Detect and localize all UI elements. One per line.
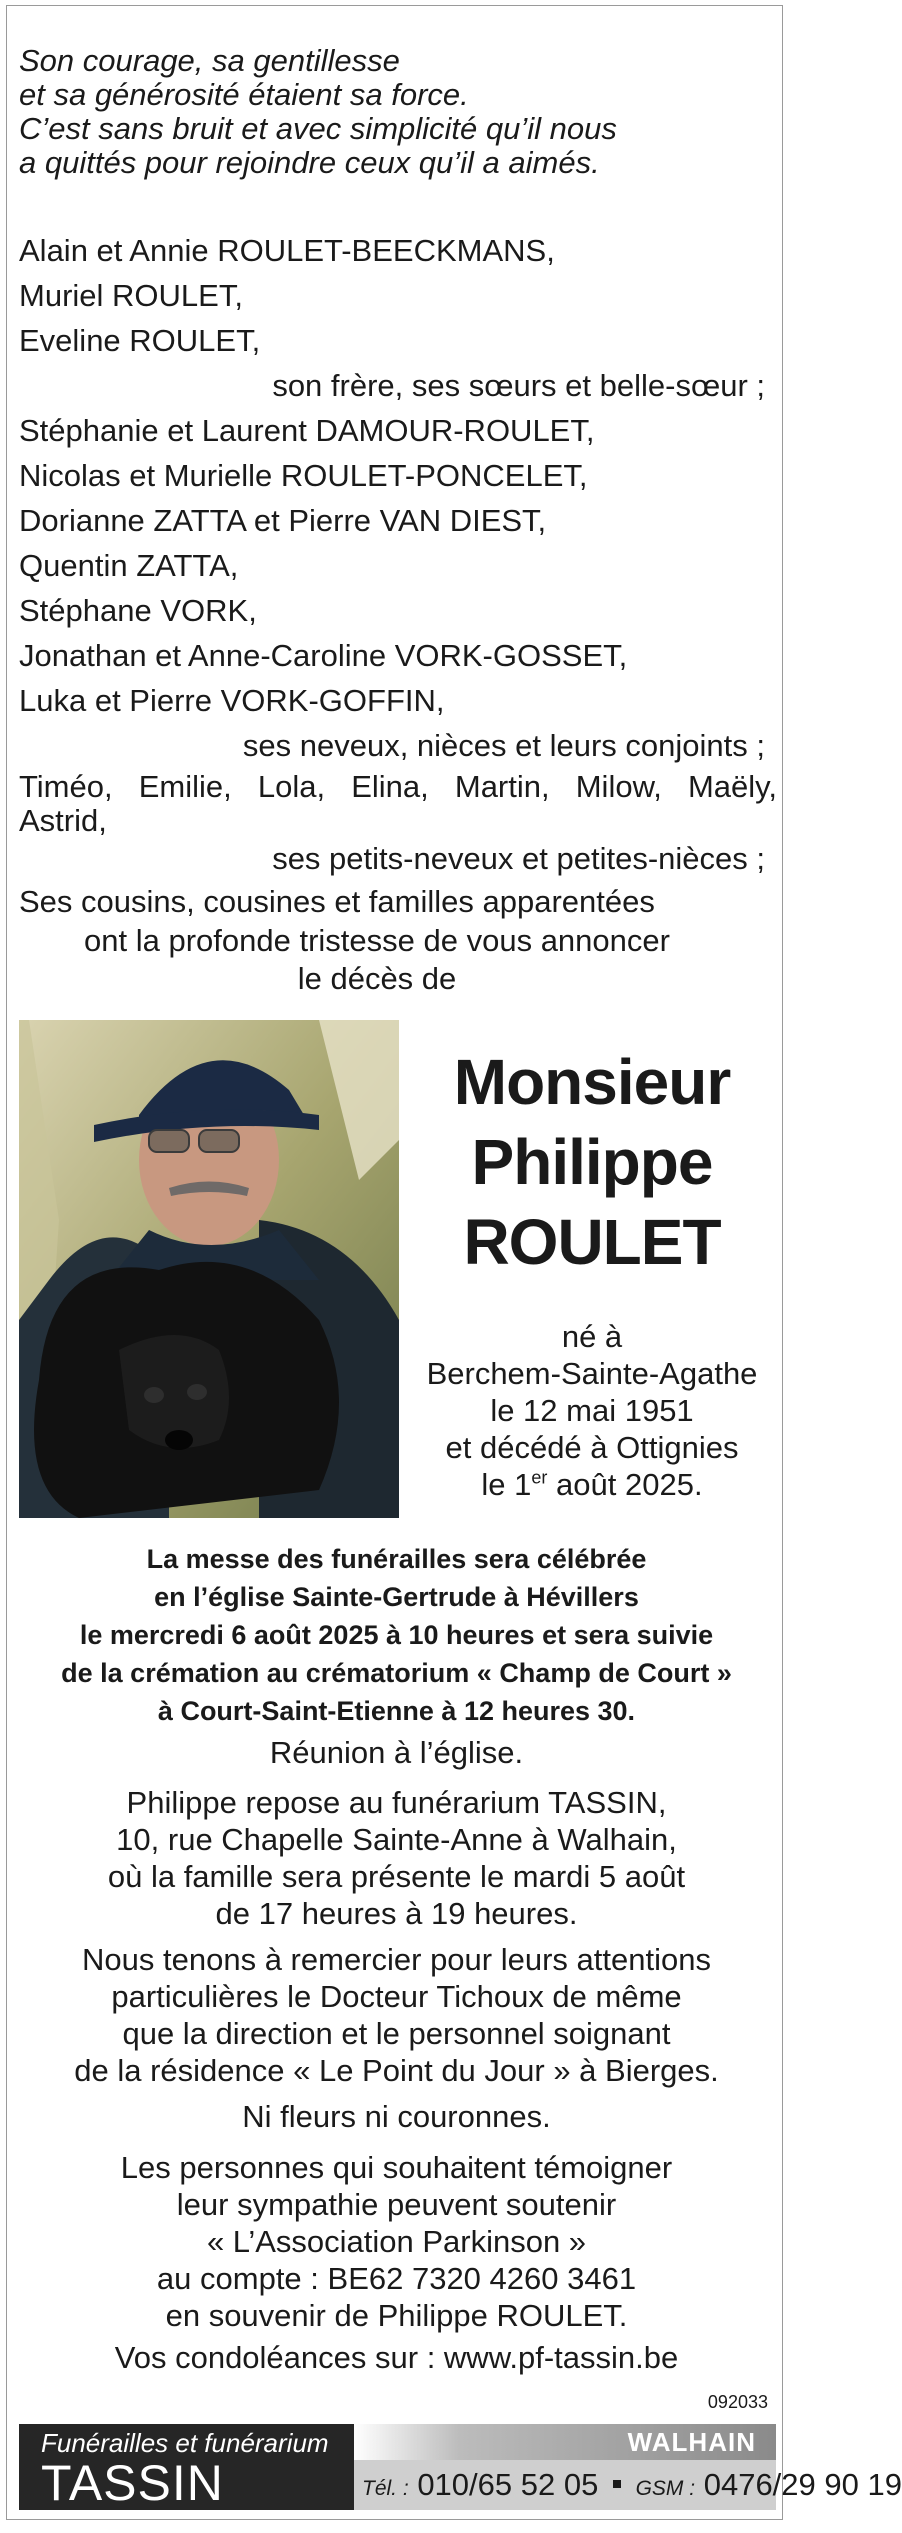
family-relation: ses petits-neveux et petites-nièces ; — [272, 841, 765, 876]
birthdate: le 12 mai 1951 — [490, 1393, 694, 1428]
name-last: ROULET — [463, 1206, 721, 1278]
name-title: Monsieur — [453, 1046, 731, 1118]
birthplace: Berchem-Sainte-Agathe — [426, 1356, 758, 1391]
donation-line: « L’Association Parkinson » — [206, 2224, 587, 2259]
repose-line: Philippe repose au funérarium TASSIN, — [126, 1785, 667, 1820]
thanks-line: particulières le Docteur Tichoux de même — [111, 1979, 682, 2014]
intro-line: et sa générosité étaient sa force. — [19, 77, 469, 112]
no-flowers-text: Ni fleurs ni couronnes. — [242, 2099, 551, 2134]
death-date-suffix: août 2025. — [547, 1467, 703, 1502]
funeral-line: de la crémation au crématorium « Champ de Court » — [61, 1658, 732, 1688]
family-member: Stéphane VORK, — [19, 593, 257, 628]
thanks-line: que la direction et le personnel soignant — [122, 2016, 671, 2051]
family-member: Timéo, Emilie, Lola, Elina, Martin, Milow, Maëly, — [19, 769, 777, 804]
name-first: Philippe — [471, 1126, 713, 1198]
footer-brand: TASSIN — [41, 2455, 224, 2511]
donation-line: au compte : BE62 7320 4260 3461 — [156, 2261, 637, 2296]
thanks-line: Nous tenons à remercier pour leurs attentions — [82, 1942, 711, 1977]
condolences-text: Vos condoléances sur : www.pf-tassin.be — [114, 2340, 679, 2375]
donation-line: leur sympathie peuvent soutenir — [176, 2187, 617, 2222]
gsm-number: 0476/29 90 19 — [703, 2467, 902, 2502]
repose-line: où la famille sera présente le mardi 5 août — [107, 1859, 686, 1894]
donation-line: Les personnes qui souhaitent témoigner — [120, 2150, 673, 2185]
footer-brand-block — [19, 2424, 354, 2510]
thanks-line: de la résidence « Le Point du Jour » à Bierges. — [74, 2053, 719, 2088]
funeral-line: à Court-Saint-Etienne à 12 heures 30. — [157, 1696, 636, 1726]
obituary-notice — [6, 5, 902, 2520]
thanks-info — [19, 1941, 774, 2089]
footer-contact-block — [354, 2424, 902, 2510]
footer-phones — [354, 2460, 902, 2510]
family-member: Muriel ROULET, — [19, 278, 243, 313]
tel-label: Tél. : — [362, 2477, 409, 2500]
death-date-sup: er — [531, 1467, 548, 1488]
announce-line: le décès de — [297, 961, 457, 996]
repose-line: de 17 heures à 19 heures. — [215, 1896, 578, 1931]
death-place: et décédé à Ottignies — [445, 1430, 739, 1465]
reference-number: 092033 — [707, 2392, 768, 2412]
separator-square-icon — [613, 2480, 621, 2488]
donation-info — [19, 2149, 774, 2334]
footer-tagline: Funérailles et funérarium — [41, 2428, 329, 2458]
family-member: Alain et Annie ROULET-BEECKMANS, — [19, 233, 555, 268]
reunion-text: Réunion à l’église. — [269, 1735, 524, 1770]
life-dates — [407, 1318, 777, 1503]
family-list — [19, 228, 777, 923]
donation-line: en souvenir de Philippe ROULET. — [165, 2298, 628, 2333]
death-date-prefix: le 1 — [481, 1467, 532, 1502]
repose-line: 10, rue Chapelle Sainte-Anne à Walhain, — [116, 1822, 677, 1857]
funeral-line: La messe des funérailles sera célébrée — [146, 1544, 647, 1574]
footer-city: WALHAIN — [627, 2427, 756, 2457]
intro-line: C’est sans bruit et avec simplicité qu’il nous — [19, 111, 617, 146]
gsm-label: GSM : — [635, 2477, 696, 2500]
intro-quote — [19, 44, 769, 180]
intro-line: a quittés pour rejoindre ceux qu’il a aimés. — [19, 145, 600, 180]
family-member: Eveline ROULET, — [19, 323, 261, 358]
family-member: Nicolas et Murielle ROULET-PONCELET, — [19, 458, 588, 493]
born-label: né à — [561, 1319, 623, 1354]
family-member: Dorianne ZATTA et Pierre VAN DIEST, — [19, 503, 547, 538]
family-member: Jonathan et Anne-Caroline VORK-GOSSET, — [19, 638, 628, 673]
intro-line: Son courage, sa gentillesse — [19, 43, 400, 78]
announce-line: ont la profonde tristesse de vous annoncer — [84, 923, 670, 958]
death-date — [407, 1466, 777, 1503]
portrait-image — [19, 1020, 399, 1518]
family-member: Stéphanie et Laurent DAMOUR-ROULET, — [19, 413, 595, 448]
family-member: Luka et Pierre VORK-GOFFIN, — [19, 683, 445, 718]
family-relation: son frère, ses sœurs et belle-sœur ; — [272, 368, 765, 403]
funeral-line: le mercredi 6 août 2025 à 10 heures et sera suivie — [79, 1620, 714, 1650]
family-relation: ses neveux, nièces et leurs conjoints ; — [242, 728, 765, 763]
family-member: Ses cousins, cousines et familles apparentées — [19, 884, 655, 919]
funeral-home-footer — [19, 2424, 902, 2511]
deceased-name — [407, 1042, 777, 1282]
footer-city-band — [354, 2424, 776, 2460]
portrait-photo — [19, 1020, 399, 1518]
family-member: Quentin ZATTA, — [19, 548, 239, 583]
announcement — [67, 922, 687, 998]
funeral-details — [19, 1540, 774, 1730]
family-member: Astrid, — [19, 803, 107, 838]
tel-number: 010/65 52 05 — [417, 2467, 599, 2502]
repose-info — [19, 1784, 774, 1932]
funeral-line: en l’église Sainte-Gertrude à Hévillers — [154, 1582, 639, 1612]
